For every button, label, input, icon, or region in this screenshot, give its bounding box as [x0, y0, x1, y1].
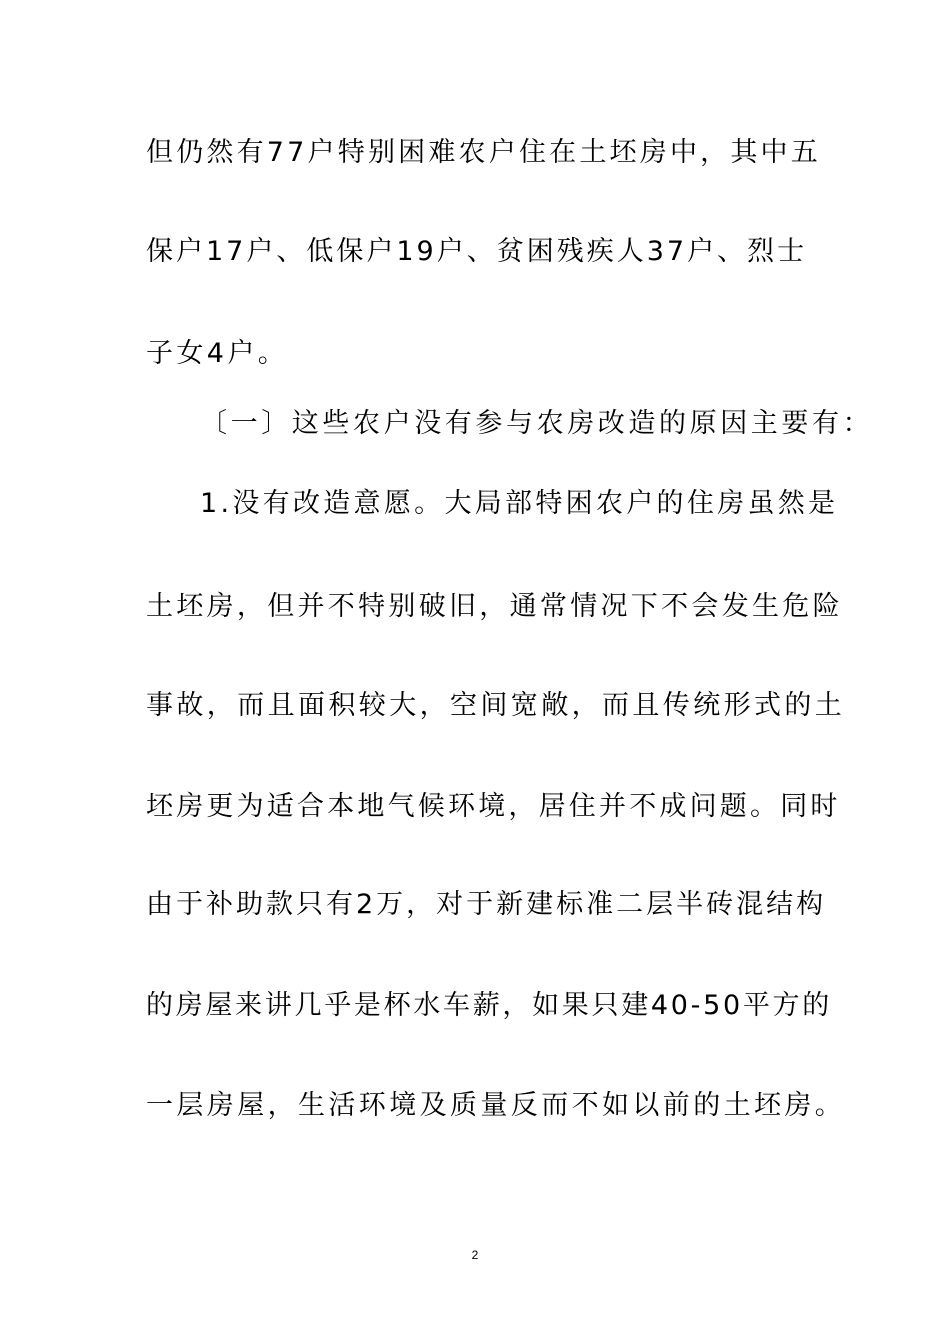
body-text-line: 保户17户、低保户19户、贫困残疾人37户、烈士	[146, 236, 808, 267]
section-heading: 〔一〕这些农户没有参与农房改造的原因主要有：	[200, 408, 874, 439]
body-text-line: 事故，而且面积较大，空间宽敞，而且传统形式的土	[146, 690, 846, 721]
body-text-line: 由于补助款只有2万，对于新建标准二层半砖混结构	[146, 889, 827, 920]
page-number: 2	[471, 1248, 479, 1262]
body-text-line: 坯房更为适合本地气候环境，居住并不成问题。同时	[146, 791, 841, 822]
body-text-line: 土坯房，但并不特别破旧，通常情况下不会发生危险	[146, 591, 843, 622]
body-text-line: 1.没有改造意愿。大局部特困农户的住房虽然是	[200, 488, 839, 519]
body-text-line: 子女4户。	[146, 338, 289, 369]
body-text-line: 但仍然有77户特别困难农户住在土坯房中，其中五	[146, 137, 821, 168]
body-text-line: 的房屋来讲几乎是杯水车薪，如果只建40-50平方的	[146, 990, 832, 1021]
body-text-line: 一层房屋，生活环境及质量反而不如以前的土坯房。	[146, 1090, 846, 1121]
